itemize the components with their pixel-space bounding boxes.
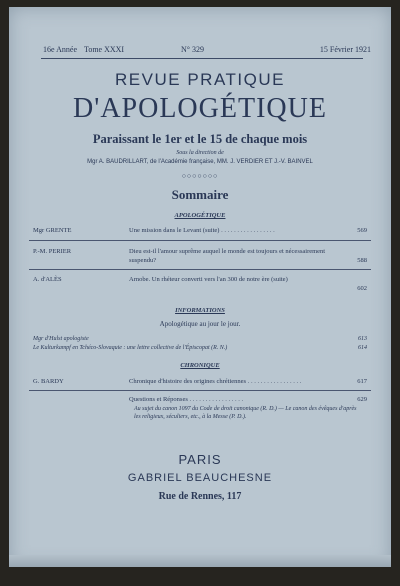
entry-page: 629 [357,396,367,403]
list-item [33,344,367,353]
entry-author: Mgr GRENTE [33,227,72,234]
entry-title: Arnobe. Un rhéteur converti vers l'an 300 de notre ère (suite) [129,276,288,283]
entry-page: 613 [358,336,367,342]
entry-page: 614 [358,345,367,351]
questions-title: Questions et Réponses . . . [129,395,337,404]
entry-title: Une mission dans le Levant (suite) . . . [129,226,337,235]
entry-divider [29,269,371,270]
entry-title: Chronique d'histoire des origines chrétiennes . . . [129,377,337,386]
address: Rue de Rennes, 117 [158,491,242,502]
section-informations: INFORMATIONS [175,307,225,314]
entry-author: P.-M. PERIER [33,248,72,255]
entry-author: G. BARDY [33,378,64,385]
entry-author: A. d'ALÈS [33,276,62,283]
issue-line [29,45,373,57]
entry-page: 617 [357,378,367,385]
issue-number: N° 329 [181,45,204,54]
issue-year: 16e Année [43,45,77,54]
direction-label: Sous la direction de [176,150,224,156]
header-rule [41,58,363,59]
section-apologetique: APOLOGÉTIQUE [174,212,226,219]
tome-number: Tome XXXI [84,45,125,54]
editors-line: Mgr A. BAUDRILLART, de l'Académie française, MM. J. VERDIER ET J.-V. BAINVEL [87,159,313,165]
list-item [33,335,367,344]
entry-page: 588 [357,257,367,264]
publisher: GABRIEL BEAUCHESNE [127,472,273,484]
title-line-1: REVUE PRATIQUE [115,70,285,89]
journal-cover [9,7,391,567]
entry-page: 569 [357,227,367,234]
entry-page: 602 [357,285,367,292]
subtitle: Paraissant le 1er et le 15 de chaque mois [92,132,308,146]
entry-title: Dieu est-il l'amour suprême auquel le monde est toujours et nécessairement suspendu? [129,248,326,264]
entry-divider [29,240,371,241]
info-line: Mgr d'Hulst apologiste [33,336,89,342]
informations-title: Apologétique au jour le jour. [159,320,241,328]
title-line-2: D'APOLOGÉTIQUE [73,93,327,124]
entry-divider [29,390,371,391]
ornament-icon: ○○○○○○○ [181,172,219,180]
questions-note: Au sujet du canon 1097 du Code de droit canonique (R. D.) — Le canon des évêques d'après les religieux, séculiers, etc., à la Messe (P. D.). [134,406,357,420]
issue-date: 15 Février 1921 [319,45,371,54]
city: PARIS [178,452,222,467]
summary-heading: Sommaire [171,187,229,202]
section-chronique: CHRONIQUE [180,362,220,369]
info-line: Le Kulturkampf en Tchéco-Slovaquie : une lettre collective de l'Épiscopat (R. N.) [33,345,228,351]
